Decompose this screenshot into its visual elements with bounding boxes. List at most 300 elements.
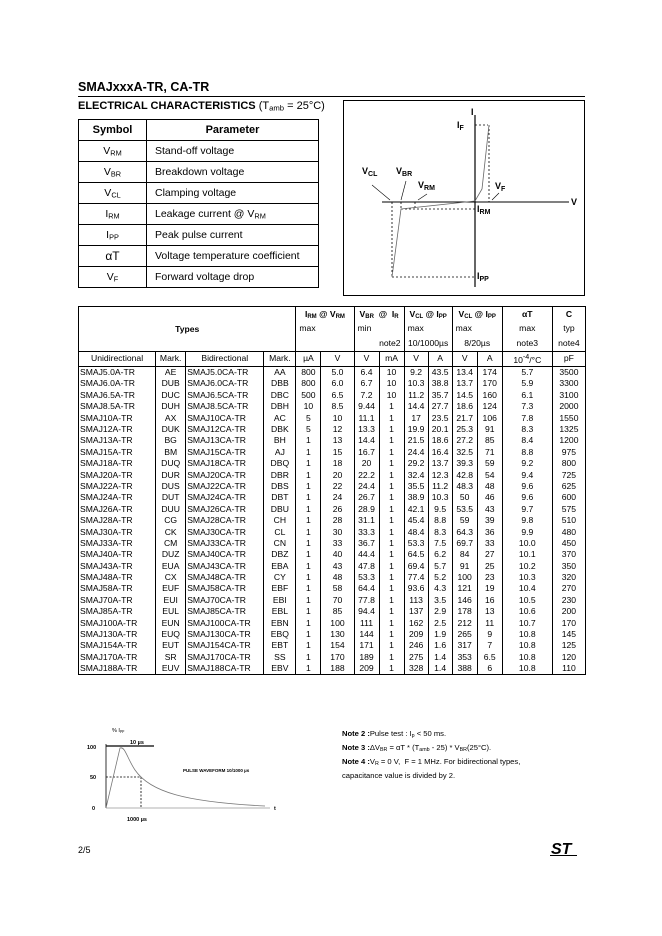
- mark-uni-cell: EUT: [156, 640, 186, 651]
- svg-text:ST: ST: [551, 841, 572, 858]
- bidirectional-cell: SMAJ188CA-TR: [186, 663, 264, 675]
- mark-bi-cell: DBQ: [264, 458, 296, 469]
- capacitance-cell: 800: [552, 458, 585, 469]
- note-line: capacitance value is divided by 2.: [342, 771, 456, 780]
- capacitance-cell: 725: [552, 469, 585, 480]
- ipp2-a-cell: 27: [477, 549, 502, 560]
- symbol-row: [79, 141, 319, 162]
- alpha-t-cell: 10.5: [502, 595, 552, 606]
- ir-ma-cell: 1: [379, 469, 404, 480]
- bidirectional-cell: SMAJ10CA-TR: [186, 412, 264, 423]
- ir-ma-cell: 1: [379, 549, 404, 560]
- mark-bi-cell: DBC: [264, 390, 296, 401]
- mark-bi-cell: EBF: [264, 583, 296, 594]
- symbol-row: [79, 204, 319, 225]
- ipp-label: $I_{PP}$: [477, 271, 489, 283]
- vcl1-v-cell: 29.2: [404, 458, 428, 469]
- mark-uni-cell: DUQ: [156, 458, 186, 469]
- ir-ma-cell: 1: [379, 572, 404, 583]
- vcl1-v-cell: 328: [404, 663, 428, 675]
- symbol-cell: $V_{RM}$: [79, 141, 147, 162]
- capacitance-cell: 320: [552, 572, 585, 583]
- section-title-text: ELECTRICAL CHARACTERISTICS: [78, 100, 256, 112]
- types-header: Types: [79, 307, 296, 352]
- alpha-t-cell: 9.6: [502, 492, 552, 503]
- bidirectional-cell: SMAJ6.0CA-TR: [186, 378, 264, 389]
- mark-uni-cell: BM: [156, 447, 186, 458]
- irm-ua-cell: 1: [296, 538, 321, 549]
- vcl2-v-cell: 25.3: [452, 424, 477, 435]
- c-typ: typ: [552, 322, 585, 337]
- symbol-cell: $I_{RM}$: [79, 204, 147, 225]
- table-row: [79, 595, 586, 606]
- y-tick-0: 0: [92, 806, 96, 812]
- parameter-header: Parameter: [147, 120, 319, 141]
- mark-uni-cell: DUH: [156, 401, 186, 412]
- vrm-v-cell: 85: [321, 606, 354, 617]
- ipp2-a-cell: 160: [477, 390, 502, 401]
- mark-bi-cell: EBN: [264, 617, 296, 628]
- section-condition: $(T_{amb} = 25^\circ C)$: [258, 100, 325, 113]
- alpha-t-cell: 10.2: [502, 561, 552, 572]
- unidirectional-cell: SMAJ58A-TR: [79, 583, 156, 594]
- table-row: [79, 378, 586, 389]
- capacitance-cell: 1550: [552, 412, 585, 423]
- table-row: [79, 640, 586, 651]
- alpha-t-cell: 10.6: [502, 606, 552, 617]
- ir-ma-cell: 1: [379, 595, 404, 606]
- vf-label: $V_F$: [495, 181, 506, 193]
- capacitance-cell: 625: [552, 481, 585, 492]
- vbr-v-cell: 6.7: [354, 378, 379, 389]
- capacitance-cell: 370: [552, 549, 585, 560]
- mark-bi-cell: AA: [264, 366, 296, 378]
- unidirectional-cell: SMAJ18A-TR: [79, 458, 156, 469]
- note-line: Note 2 :Pulse test : $I_p < 50$ ms.: [342, 729, 447, 740]
- vcl2-v-cell: 388: [452, 663, 477, 675]
- vbr-v-cell: 28.9: [354, 504, 379, 515]
- irm-ua-cell: 1: [296, 617, 321, 628]
- vcl2-v-cell: 59: [452, 515, 477, 526]
- ir-ma-cell: 10: [379, 366, 404, 378]
- vrm-v-cell: 13: [321, 435, 354, 446]
- symbol-header: Symbol: [79, 120, 147, 141]
- ir-ma-cell: 1: [379, 412, 404, 423]
- table-row: [79, 629, 586, 640]
- vrm-v-cell: 8.5: [321, 401, 354, 412]
- alpha-note: note3: [502, 336, 552, 351]
- vcl1-v-cell: 113: [404, 595, 428, 606]
- mark-bi-cell: EBA: [264, 561, 296, 572]
- vcl2-v-cell: 91: [452, 561, 477, 572]
- vcl2-v-cell: 13.4: [452, 366, 477, 378]
- unit-cell: V: [404, 352, 428, 367]
- capacitance-cell: 230: [552, 595, 585, 606]
- alpha-t-cell: 10.7: [502, 617, 552, 628]
- table-row: [79, 538, 586, 549]
- bidirectional-cell: SMAJ170CA-TR: [186, 652, 264, 663]
- ipp1-a-cell: 27.7: [428, 401, 452, 412]
- vbr-min: min: [354, 322, 404, 337]
- note-line: Note 3 $:\Delta V_{BR} = \alpha T * (T_{amb} - 25) * V_{BR}(25^\circ C)$.: [342, 743, 492, 754]
- irm-ua-cell: 1: [296, 435, 321, 446]
- symbol-row: [79, 225, 319, 246]
- symbol-cell: $I_{PP}$: [79, 225, 147, 246]
- vbr-v-cell: 26.7: [354, 492, 379, 503]
- unidirectional-cell: SMAJ40A-TR: [79, 549, 156, 560]
- capacitance-cell: 1325: [552, 424, 585, 435]
- x-tick-1000: 1000 µs: [127, 817, 147, 823]
- bidirectional-cell: SMAJ100CA-TR: [186, 617, 264, 628]
- waveform-title: PULSE WAVEFORM 10/1000 µs: [183, 768, 250, 773]
- capacitance-cell: 975: [552, 447, 585, 458]
- y-tick-100: 100: [87, 745, 97, 751]
- vcl2-max: max: [452, 322, 502, 337]
- ipp1-a-cell: 2.9: [428, 606, 452, 617]
- ipp2-a-cell: 46: [477, 492, 502, 503]
- table-row: [79, 549, 586, 560]
- notes: [342, 727, 520, 783]
- bidirectional-cell: SMAJ40CA-TR: [186, 549, 264, 560]
- vcl1-v-cell: 69.4: [404, 561, 428, 572]
- vbr-v-cell: 94.4: [354, 606, 379, 617]
- vcl1-v-cell: 246: [404, 640, 428, 651]
- vrm-v-cell: 70: [321, 595, 354, 606]
- ir-ma-cell: 1: [379, 629, 404, 640]
- mark-uni-cell: DUU: [156, 504, 186, 515]
- mark-bi-cell: EBV: [264, 663, 296, 675]
- vcl2-v-cell: 84: [452, 549, 477, 560]
- mark-uni-cell: CK: [156, 526, 186, 537]
- vcl1-v-cell: 45.4: [404, 515, 428, 526]
- mark-bi-cell: DBH: [264, 401, 296, 412]
- unidirectional-cell: SMAJ6.0A-TR: [79, 378, 156, 389]
- ipp2-a-cell: 106: [477, 412, 502, 423]
- unidirectional-cell: SMAJ130A-TR: [79, 629, 156, 640]
- ir-ma-cell: 1: [379, 447, 404, 458]
- vcl1-note: 10/1000µs: [404, 336, 452, 351]
- ipp2-a-cell: 174: [477, 366, 502, 378]
- ipp1-a-cell: 11.2: [428, 481, 452, 492]
- ipp2-a-cell: 11: [477, 617, 502, 628]
- vbr-v-cell: 144: [354, 629, 379, 640]
- vcl1-v-cell: 24.4: [404, 447, 428, 458]
- bidirectional-cell: SMAJ22CA-TR: [186, 481, 264, 492]
- ipp2-a-cell: 170: [477, 378, 502, 389]
- mark-bi-cell: CH: [264, 515, 296, 526]
- ipp2-a-cell: 23: [477, 572, 502, 583]
- mark-uni-cell: SR: [156, 652, 186, 663]
- table-row: [79, 412, 586, 423]
- capacitance-cell: 170: [552, 617, 585, 628]
- alpha-t-cell: 10.8: [502, 652, 552, 663]
- ipp1-a-cell: 1.4: [428, 652, 452, 663]
- ir-ma-cell: 1: [379, 652, 404, 663]
- bidirectional-cell: SMAJ28CA-TR: [186, 515, 264, 526]
- bidirectional-cell: SMAJ12CA-TR: [186, 424, 264, 435]
- ipp2-a-cell: 43: [477, 504, 502, 515]
- ipp2-a-cell: 54: [477, 469, 502, 480]
- unidirectional-cell: SMAJ85A-TR: [79, 606, 156, 617]
- ir-ma-cell: 1: [379, 526, 404, 537]
- alpha-t-cell: 8.3: [502, 424, 552, 435]
- bidirectional-cell: SMAJ154CA-TR: [186, 640, 264, 651]
- vcl1-v-cell: 11.2: [404, 390, 428, 401]
- bidirectional-cell: SMAJ58CA-TR: [186, 583, 264, 594]
- vrm-v-cell: 18: [321, 458, 354, 469]
- ipp1-a-cell: 35.7: [428, 390, 452, 401]
- alpha-t-cell: 10.8: [502, 663, 552, 675]
- table-row: [79, 617, 586, 628]
- vcl1-v-cell: 162: [404, 617, 428, 628]
- mark-bi-cell: EBL: [264, 606, 296, 617]
- vcl2-v-cell: 121: [452, 583, 477, 594]
- irm-ua-cell: 1: [296, 504, 321, 515]
- table-row: [79, 583, 586, 594]
- irm-ua-cell: 800: [296, 378, 321, 389]
- parameter-cell: Stand-off voltage: [147, 141, 319, 162]
- mark-bi-cell: DBK: [264, 424, 296, 435]
- table-row: [79, 390, 586, 401]
- ir-ma-cell: 1: [379, 515, 404, 526]
- vbr-v-cell: 13.3: [354, 424, 379, 435]
- vcl1-v-cell: 93.6: [404, 583, 428, 594]
- ipp1-a-cell: 5.2: [428, 572, 452, 583]
- vbr-v-cell: 6.4: [354, 366, 379, 378]
- mark-uni-cell: EUL: [156, 606, 186, 617]
- unidirectional-cell: SMAJ70A-TR: [79, 595, 156, 606]
- vrm-v-cell: 33: [321, 538, 354, 549]
- symbol-cell: $V_F$: [79, 267, 147, 288]
- irm-ua-cell: 1: [296, 515, 321, 526]
- vbr-v-cell: 16.7: [354, 447, 379, 458]
- irm-ua-cell: 1: [296, 561, 321, 572]
- unidirectional-cell: SMAJ188A-TR: [79, 663, 156, 675]
- capacitance-cell: 2000: [552, 401, 585, 412]
- vbr-v-cell: 53.3: [354, 572, 379, 583]
- vbr-v-cell: 33.3: [354, 526, 379, 537]
- irm-ua-cell: 1: [296, 447, 321, 458]
- vrm-v-cell: 15: [321, 447, 354, 458]
- mark-uni-cell: BG: [156, 435, 186, 446]
- vcl1-v-cell: 53.3: [404, 538, 428, 549]
- ipp2-a-cell: 6: [477, 663, 502, 675]
- vcl2-v-cell: 100: [452, 572, 477, 583]
- table-row: [79, 481, 586, 492]
- vcl2-v-cell: 317: [452, 640, 477, 651]
- bidirectional-cell: SMAJ130CA-TR: [186, 629, 264, 640]
- bidirectional-cell: SMAJ85CA-TR: [186, 606, 264, 617]
- ipp2-a-cell: 7: [477, 640, 502, 651]
- vbr-v-cell: 171: [354, 640, 379, 651]
- alpha-t-cell: 7.8: [502, 412, 552, 423]
- vcl2-v-cell: 18.6: [452, 401, 477, 412]
- ipp1-a-cell: 20.1: [428, 424, 452, 435]
- ir-ma-cell: 1: [379, 481, 404, 492]
- unidirectional-cell: SMAJ10A-TR: [79, 412, 156, 423]
- mark-uni-cell: CX: [156, 572, 186, 583]
- irm-label: $I_{RM}$: [477, 204, 491, 216]
- symbol-cell: $V_{CL}$: [79, 183, 147, 204]
- unit-cell: µA: [296, 352, 321, 367]
- ipp2-a-cell: 33: [477, 538, 502, 549]
- ipp1-a-cell: 43.5: [428, 366, 452, 378]
- irm-ua-cell: 1: [296, 526, 321, 537]
- ipp2-a-cell: 9: [477, 629, 502, 640]
- waveform-ylabel: % Ipp: [112, 728, 125, 734]
- mark-bi-cell: AC: [264, 412, 296, 423]
- unit-cell: A: [477, 352, 502, 367]
- parameter-cell: Breakdown voltage: [147, 162, 319, 183]
- ipp2-a-cell: 36: [477, 526, 502, 537]
- vcl2-v-cell: 146: [452, 595, 477, 606]
- ir-ma-cell: 1: [379, 583, 404, 594]
- table-row: [79, 504, 586, 515]
- vbr-v-cell: 44.4: [354, 549, 379, 560]
- title-divider: [78, 96, 585, 97]
- vbr-v-cell: 24.4: [354, 481, 379, 492]
- unidirectional-cell: SMAJ154A-TR: [79, 640, 156, 651]
- vbr-v-cell: 9.44: [354, 401, 379, 412]
- vcl2-v-cell: 69.7: [452, 538, 477, 549]
- mark-uni-cell: EUV: [156, 663, 186, 675]
- vcl1-v-cell: 64.5: [404, 549, 428, 560]
- unit-cell: V: [321, 352, 354, 367]
- unidirectional-cell: SMAJ48A-TR: [79, 572, 156, 583]
- alpha-t-cell: 8.8: [502, 447, 552, 458]
- vrm-v-cell: 6.0: [321, 378, 354, 389]
- if-label: $I_F$: [457, 120, 464, 132]
- vcl2-v-cell: 64.3: [452, 526, 477, 537]
- ipp1-a-cell: 1.9: [428, 629, 452, 640]
- bidirectional-cell: SMAJ43CA-TR: [186, 561, 264, 572]
- parameter-cell: Voltage temperature coefficient: [147, 246, 319, 267]
- vcl-label: $V_{CL}$: [362, 166, 378, 178]
- capacitance-cell: 510: [552, 515, 585, 526]
- mark-bi-cell: DBS: [264, 481, 296, 492]
- table-row: [79, 401, 586, 412]
- bidirectional-cell: SMAJ13CA-TR: [186, 435, 264, 446]
- vcl1-v-cell: 209: [404, 629, 428, 640]
- mark-bi-cell: SS: [264, 652, 296, 663]
- mark-bi-cell: EBQ: [264, 629, 296, 640]
- table-row: [79, 366, 586, 378]
- irm-ua-cell: 1: [296, 640, 321, 651]
- unidirectional-cell: SMAJ30A-TR: [79, 526, 156, 537]
- electrical-characteristics-table: [78, 306, 586, 675]
- mark-uni-cell: CM: [156, 538, 186, 549]
- y-tick-50: 50: [90, 775, 97, 781]
- capacitance-cell: 450: [552, 538, 585, 549]
- ipp1-a-cell: 8.8: [428, 515, 452, 526]
- capacitance-cell: 125: [552, 640, 585, 651]
- irm-ua-cell: 800: [296, 366, 321, 378]
- alpha-t-cell: 9.6: [502, 481, 552, 492]
- vcl1-v-cell: 32.4: [404, 469, 428, 480]
- capacitance-cell: 3100: [552, 390, 585, 401]
- i-label: I: [471, 107, 474, 117]
- vcl2-v-cell: 48.3: [452, 481, 477, 492]
- vcl2-v-cell: 42.8: [452, 469, 477, 480]
- irm-ua-cell: 1: [296, 629, 321, 640]
- irm-ua-cell: 10: [296, 401, 321, 412]
- vrm-v-cell: 20: [321, 469, 354, 480]
- ipp1-a-cell: 23.5: [428, 412, 452, 423]
- alpha-t-header: αT: [502, 307, 552, 322]
- alpha-max: max: [502, 322, 552, 337]
- vrm-v-cell: 22: [321, 481, 354, 492]
- alpha-t-cell: 7.3: [502, 401, 552, 412]
- mark-bi-cell: DBZ: [264, 549, 296, 560]
- ipp1-a-cell: 13.7: [428, 458, 452, 469]
- mark-bi-cell: EBT: [264, 640, 296, 651]
- vcl2-v-cell: 50: [452, 492, 477, 503]
- unidirectional-cell: SMAJ20A-TR: [79, 469, 156, 480]
- capacitance-header: C: [552, 307, 585, 322]
- capacitance-cell: 480: [552, 526, 585, 537]
- vcl2-v-cell: 14.5: [452, 390, 477, 401]
- st-logo: [549, 840, 579, 861]
- mark-uni-cell: EUI: [156, 595, 186, 606]
- vrm-label: $V_{RM}$: [418, 180, 435, 192]
- ir-ma-cell: 1: [379, 435, 404, 446]
- mark-uni-cell: DUS: [156, 481, 186, 492]
- symbol-cell: $V_{BR}$: [79, 162, 147, 183]
- vrm-v-cell: 58: [321, 583, 354, 594]
- ipp2-a-cell: 16: [477, 595, 502, 606]
- ipp2-a-cell: 124: [477, 401, 502, 412]
- mark-uni-cell: EUN: [156, 617, 186, 628]
- ir-ma-cell: 1: [379, 424, 404, 435]
- ir-ma-cell: 1: [379, 458, 404, 469]
- vcl1-v-cell: 48.4: [404, 526, 428, 537]
- vrm-v-cell: 5.0: [321, 366, 354, 378]
- table-row: [79, 435, 586, 446]
- vrm-v-cell: 48: [321, 572, 354, 583]
- unidirectional-cell: SMAJ15A-TR: [79, 447, 156, 458]
- ir-ma-cell: 1: [379, 561, 404, 572]
- vrm-v-cell: 6.5: [321, 390, 354, 401]
- bidirectional-cell: SMAJ8.5CA-TR: [186, 401, 264, 412]
- irm-ua-cell: 1: [296, 492, 321, 503]
- x-axis-label: t: [274, 806, 276, 812]
- note-line: Note 4 $:V_R = 0$ V, F = 1 MHz. For bidirectional types,: [342, 757, 521, 768]
- ipp2-a-cell: 59: [477, 458, 502, 469]
- unidirectional-cell: SMAJ22A-TR: [79, 481, 156, 492]
- vcl1-v-cell: 19.9: [404, 424, 428, 435]
- alpha-t-cell: 5.9: [502, 378, 552, 389]
- vrm-v-cell: 10: [321, 412, 354, 423]
- bidirectional-cell: SMAJ15CA-TR: [186, 447, 264, 458]
- ipp1-a-cell: 6.2: [428, 549, 452, 560]
- bidirectional-cell: SMAJ70CA-TR: [186, 595, 264, 606]
- bidirectional-cell: SMAJ30CA-TR: [186, 526, 264, 537]
- vrm-v-cell: 24: [321, 492, 354, 503]
- capacitance-cell: 3300: [552, 378, 585, 389]
- unidirectional-cell: SMAJ33A-TR: [79, 538, 156, 549]
- irm-ua-cell: 500: [296, 390, 321, 401]
- table-row: [79, 492, 586, 503]
- ipp2-a-cell: 25: [477, 561, 502, 572]
- mark-bi-cell: CN: [264, 538, 296, 549]
- mark-uni-cell: EUF: [156, 583, 186, 594]
- mark-bi-cell: BH: [264, 435, 296, 446]
- alpha-t-cell: 10.8: [502, 629, 552, 640]
- parameter-cell: Forward voltage drop: [147, 267, 319, 288]
- unidirectional-cell: SMAJ43A-TR: [79, 561, 156, 572]
- vrm-v-cell: 154: [321, 640, 354, 651]
- vbr-v-cell: 189: [354, 652, 379, 663]
